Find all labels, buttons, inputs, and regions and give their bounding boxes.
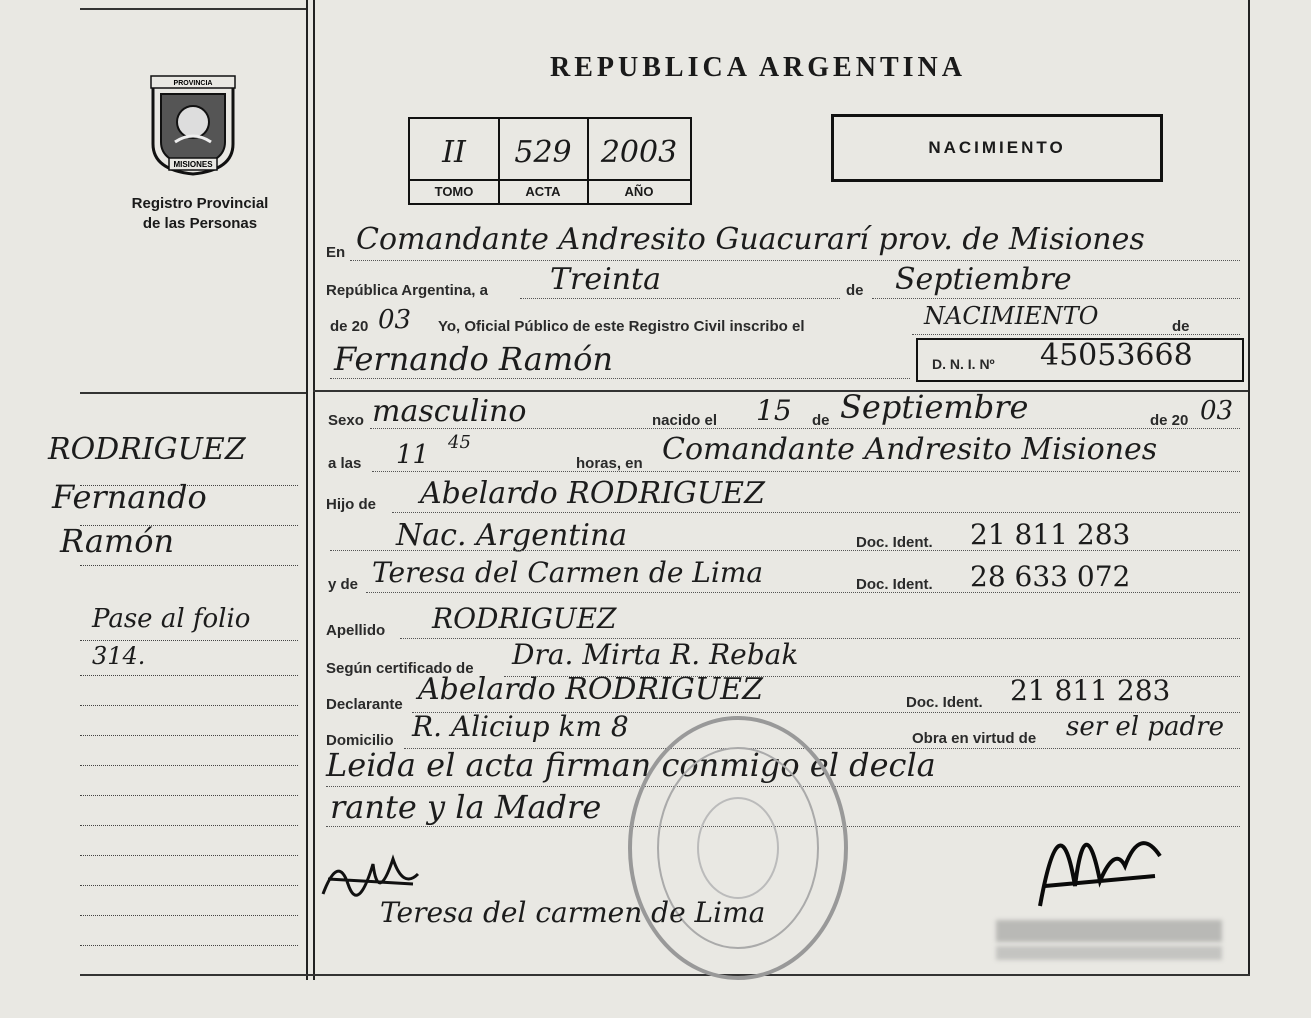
lugar-value: Comandante Andresito Misiones bbox=[662, 432, 1158, 467]
ano-value: 2003 bbox=[600, 135, 678, 170]
stamp-icon bbox=[624, 712, 852, 984]
margin-line bbox=[80, 855, 298, 856]
acta-label: ACTA bbox=[499, 179, 587, 203]
inscribo-label: Yo, Oficial Público de este Registro Civil inscribo el bbox=[438, 318, 805, 335]
mes-line bbox=[872, 298, 1240, 299]
dia-line bbox=[520, 298, 840, 299]
sexo-line bbox=[370, 428, 1240, 429]
country-title: REPUBLICA ARGENTINA bbox=[550, 52, 966, 83]
form-separator bbox=[313, 390, 1248, 392]
de20-label: de 20 bbox=[330, 318, 369, 335]
official-stamp bbox=[624, 712, 852, 984]
official-name-redacted bbox=[996, 920, 1222, 942]
margin-line bbox=[80, 705, 298, 706]
de-label: de bbox=[846, 282, 864, 299]
en-value: Comandante Andresito Guacurarí prov. de Misiones bbox=[356, 222, 1145, 257]
hijo-label: Hijo de bbox=[326, 496, 377, 513]
dni-label: D. N. I. Nº bbox=[932, 356, 995, 372]
madre-line bbox=[366, 592, 1240, 593]
madre-value: Teresa del Carmen de Lima bbox=[372, 556, 764, 589]
alas-line bbox=[372, 471, 1240, 472]
mes-value: Septiembre bbox=[895, 262, 1072, 297]
ano-cell bbox=[588, 119, 690, 203]
sexo-label: Sexo bbox=[328, 412, 364, 429]
right-page-border bbox=[1248, 0, 1250, 975]
margin-line bbox=[80, 915, 298, 916]
margin-line bbox=[80, 565, 298, 566]
declarante-value: Abelardo RODRIGUEZ bbox=[418, 672, 763, 707]
margin-note-surname: RODRIGUEZ bbox=[48, 432, 246, 467]
tomo-cell bbox=[410, 119, 500, 203]
registry-line2: de las Personas bbox=[142, 215, 258, 232]
inscribo-line bbox=[912, 334, 1240, 335]
yde-label: y de bbox=[328, 576, 359, 593]
official-signature bbox=[1020, 786, 1170, 931]
signature-scribble-icon bbox=[1020, 786, 1170, 926]
sexo-value: masculino bbox=[372, 394, 527, 429]
seal-icon bbox=[145, 72, 241, 176]
record-type-box: NACIMIENTO bbox=[831, 114, 1163, 182]
registry-line1: Registro Provincial bbox=[131, 195, 269, 212]
de3-label: de bbox=[812, 412, 830, 429]
nacido-label: nacido el bbox=[652, 412, 718, 429]
margin-note-folio-number: 314. bbox=[92, 642, 146, 670]
leida-line1: Leida el acta firman conmigo el decla bbox=[326, 746, 936, 784]
nacido-dia: 15 bbox=[756, 394, 792, 427]
left-column-separator bbox=[80, 392, 306, 394]
padre-nacionalidad: Nac. Argentina bbox=[396, 518, 628, 553]
margin-note-name: Fernando bbox=[52, 478, 207, 516]
province-seal bbox=[145, 72, 241, 176]
leida-line2: rante y la Madre bbox=[330, 788, 602, 826]
padre-doc-line bbox=[330, 550, 1240, 551]
margin-line bbox=[80, 640, 298, 641]
margin-note-name2: Ramón bbox=[60, 522, 175, 560]
margin-note-folio: Pase al folio bbox=[92, 604, 251, 634]
left-column-border-outer bbox=[306, 0, 308, 980]
apellido-value: RODRIGUEZ bbox=[432, 602, 617, 635]
svg-text:PROVINCIA: PROVINCIA bbox=[173, 80, 213, 87]
top-rule-left bbox=[80, 8, 306, 10]
svg-text:MISIONES: MISIONES bbox=[173, 160, 213, 169]
madre-doc: 28 633 072 bbox=[970, 560, 1131, 593]
doc-label-madre: Doc. Ident. bbox=[856, 576, 933, 593]
margin-line bbox=[80, 765, 298, 766]
hora-value: 11 bbox=[396, 440, 430, 470]
acta-cell bbox=[499, 119, 589, 203]
margin-line bbox=[80, 735, 298, 736]
apellido-label: Apellido bbox=[326, 622, 386, 639]
segun-label: Según certificado de bbox=[326, 660, 474, 677]
official-sub-redacted bbox=[996, 946, 1222, 960]
nacido-anio: 03 bbox=[1200, 396, 1234, 426]
en-line bbox=[350, 260, 1240, 261]
nacido-mes: Septiembre bbox=[840, 388, 1029, 426]
de20b-label: de 20 bbox=[1150, 412, 1189, 429]
doc-label-declarante: Doc. Ident. bbox=[906, 694, 983, 711]
domicilio-value: R. Aliciup km 8 bbox=[412, 710, 629, 743]
margin-line bbox=[80, 675, 298, 676]
nombre-value: Fernando Ramón bbox=[334, 340, 614, 378]
declarante-label: Declarante bbox=[326, 696, 403, 713]
dia-value: Treinta bbox=[550, 262, 661, 297]
de2-label: de bbox=[1172, 318, 1190, 335]
anio-value: 03 bbox=[378, 305, 412, 335]
ano-label: AÑO bbox=[588, 179, 690, 203]
madre-signature: Teresa del carmen de Lima bbox=[380, 896, 766, 929]
padre-doc: 21 811 283 bbox=[970, 518, 1131, 551]
horas-label: horas, en bbox=[576, 455, 643, 472]
republica-label: República Argentina, a bbox=[326, 282, 488, 299]
hijo-line bbox=[392, 512, 1240, 513]
padre-value: Abelardo RODRIGUEZ bbox=[420, 476, 765, 511]
doc-label-padre: Doc. Ident. bbox=[856, 534, 933, 551]
margin-line bbox=[80, 885, 298, 886]
tomo-label: TOMO bbox=[410, 179, 498, 203]
margin-line bbox=[80, 795, 298, 796]
tomo-value: II bbox=[442, 135, 466, 170]
obra-value: ser el padre bbox=[1066, 712, 1224, 742]
acta-value: 529 bbox=[514, 135, 572, 170]
left-column-border-inner bbox=[313, 0, 315, 980]
en-label: En bbox=[326, 244, 346, 261]
margin-line bbox=[80, 945, 298, 946]
obra-label: Obra en virtud de bbox=[912, 730, 1037, 747]
min-value: 45 bbox=[448, 432, 471, 453]
dni-value: 45053668 bbox=[1040, 338, 1193, 373]
dni-box bbox=[916, 338, 1244, 382]
segun-value: Dra. Mirta R. Rebak bbox=[512, 638, 799, 671]
alas-label: a las bbox=[328, 455, 362, 472]
declarante-doc: 21 811 283 bbox=[1010, 674, 1171, 707]
nombre-line bbox=[330, 378, 910, 379]
acta-box bbox=[408, 117, 692, 205]
registry-name bbox=[82, 194, 318, 234]
domicilio-label: Domicilio bbox=[326, 732, 394, 749]
margin-line bbox=[80, 825, 298, 826]
inscribo-value: NACIMIENTO bbox=[924, 302, 1099, 330]
